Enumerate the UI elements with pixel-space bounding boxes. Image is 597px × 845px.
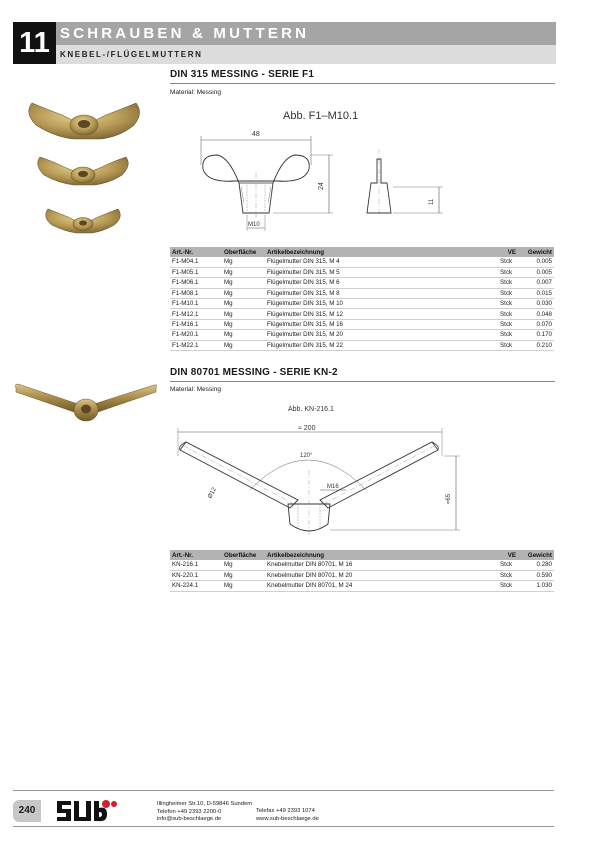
cell-description: Knebelmutter DIN 80701, M 20 xyxy=(265,570,498,580)
cell-weight: 0.070 xyxy=(518,319,554,329)
cell-unit: Stck xyxy=(498,319,518,329)
col-unit: VE xyxy=(498,550,518,560)
cell-surface: Mg xyxy=(222,257,265,267)
cell-weight: 0.210 xyxy=(518,340,554,350)
drawing1-dim-height: 24 xyxy=(318,182,325,190)
cell-unit: Stck xyxy=(498,330,518,340)
cell-weight: 0.030 xyxy=(518,299,554,309)
table-row xyxy=(170,319,554,329)
cell-unit: Stck xyxy=(498,257,518,267)
cell-description: Flügelmutter DIN 315, M 4 xyxy=(265,257,498,267)
table-series-f1 xyxy=(170,247,554,351)
page-number: 240 xyxy=(13,800,41,822)
table-row xyxy=(170,581,554,591)
table-row xyxy=(170,340,554,350)
col-surface: Oberfläche xyxy=(222,550,265,560)
col-description: Artikelbezeichnung xyxy=(265,247,498,257)
cell-weight: 0.005 xyxy=(518,257,554,267)
cell-description: Flügelmutter DIN 315, M 16 xyxy=(265,319,498,329)
table-series-kn2 xyxy=(170,550,554,592)
col-unit: VE xyxy=(498,247,518,257)
cell-description: Flügelmutter DIN 315, M 22 xyxy=(265,340,498,350)
drawing2-dim-height: ≈65 xyxy=(446,494,452,504)
cell-weight: 0.005 xyxy=(518,267,554,277)
col-weight: Gewicht xyxy=(518,550,554,560)
footer-contact-right xyxy=(256,808,366,823)
cell-article: F1-M05.1 xyxy=(170,267,222,277)
table-row xyxy=(170,570,554,580)
cell-surface: Mg xyxy=(222,288,265,298)
drawing2-dim-thread: M16 xyxy=(327,484,339,490)
wing-nut-drawing xyxy=(195,103,455,238)
table-row xyxy=(170,257,554,267)
cell-description: Flügelmutter DIN 315, M 5 xyxy=(265,267,498,277)
drawing1-dim-thread: M10 xyxy=(248,222,260,228)
cell-surface: Mg xyxy=(222,340,265,350)
cell-unit: Stck xyxy=(498,309,518,319)
wing-nut-large xyxy=(29,103,140,139)
footer-address: Illingheimer Str.10, D-59846 Sundern xyxy=(157,801,253,807)
cell-unit: Stck xyxy=(498,278,518,288)
cell-article: F1-M16.1 xyxy=(170,319,222,329)
section1-title: DIN 315 MESSING - SERIE F1 xyxy=(170,69,315,80)
cell-article: F1-M06.1 xyxy=(170,278,222,288)
drawing1-label: Abb. F1–M10.1 xyxy=(283,110,359,122)
table-row xyxy=(170,288,554,298)
table-row xyxy=(170,278,554,288)
section1-rule xyxy=(170,83,555,84)
handle-nut-photo xyxy=(12,378,160,430)
col-surface: Oberfläche xyxy=(222,247,265,257)
cell-weight: 0.170 xyxy=(518,330,554,340)
drawing1-dim-side: 11 xyxy=(429,198,435,205)
section1-material: Material: Messing xyxy=(170,89,221,96)
cell-unit: Stck xyxy=(498,299,518,309)
cell-article: F1-M22.1 xyxy=(170,340,222,350)
handle-nut-drawing xyxy=(170,400,470,540)
cell-article: F1-M20.1 xyxy=(170,330,222,340)
cell-unit: Stck xyxy=(498,570,518,580)
wing-nut-small xyxy=(46,209,121,233)
cell-description: Knebelmutter DIN 80701, M 16 xyxy=(265,560,498,570)
col-description: Artikelbezeichnung xyxy=(265,550,498,560)
cell-surface: Mg xyxy=(222,309,265,319)
cell-surface: Mg xyxy=(222,319,265,329)
drawing2-label: Abb. KN-216.1 xyxy=(288,406,334,413)
table-row xyxy=(170,309,554,319)
cell-unit: Stck xyxy=(498,560,518,570)
cell-surface: Mg xyxy=(222,330,265,340)
cell-description: Flügelmutter DIN 315, M 20 xyxy=(265,330,498,340)
footer-contact-left xyxy=(157,801,267,824)
footer-email: info@sub-beschlaege.de xyxy=(157,816,222,822)
table-row xyxy=(170,267,554,277)
cell-weight: 1.030 xyxy=(518,581,554,591)
cell-article: F1-M08.1 xyxy=(170,288,222,298)
cell-unit: Stck xyxy=(498,581,518,591)
cell-description: Flügelmutter DIN 315, M 6 xyxy=(265,278,498,288)
wing-nut-photo xyxy=(22,95,147,245)
chapter-subtitle: KNEBEL-/FLÜGELMUTTERN xyxy=(56,45,556,64)
cell-weight: 0.015 xyxy=(518,288,554,298)
cell-article: F1-M04.1 xyxy=(170,257,222,267)
cell-article: KN-216.1 xyxy=(170,560,222,570)
cell-description: Flügelmutter DIN 315, M 10 xyxy=(265,299,498,309)
cell-unit: Stck xyxy=(498,288,518,298)
cell-surface: Mg xyxy=(222,278,265,288)
drawing2-dim-angle: 120° xyxy=(300,453,313,459)
chapter-number: 11 xyxy=(13,22,56,64)
drawing2-dim-width: ≈ 200 xyxy=(298,425,316,432)
table-row xyxy=(170,330,554,340)
cell-surface: Mg xyxy=(222,299,265,309)
cell-weight: 0.048 xyxy=(518,309,554,319)
table-header-row xyxy=(170,247,554,257)
footer-fax: Telefax +49 2393 1074 xyxy=(256,808,315,814)
col-article-no: Art.-Nr. xyxy=(170,550,222,560)
table-row xyxy=(170,560,554,570)
cell-article: KN-220.1 xyxy=(170,570,222,580)
drawing2-dim-dia: Ø12 xyxy=(207,486,218,500)
chapter-title: SCHRAUBEN & MUTTERN xyxy=(56,22,556,45)
drawing1-dim-width: 48 xyxy=(252,131,260,138)
cell-description: Knebelmutter DIN 80701, M 24 xyxy=(265,581,498,591)
table-row xyxy=(170,299,554,309)
cell-article: F1-M12.1 xyxy=(170,309,222,319)
cell-unit: Stck xyxy=(498,340,518,350)
cell-description: Flügelmutter DIN 315, M 12 xyxy=(265,309,498,319)
cell-unit: Stck xyxy=(498,267,518,277)
footer-phone: Telefon +49 2393 2200-0 xyxy=(157,808,222,815)
cell-description: Flügelmutter DIN 315, M 8 xyxy=(265,288,498,298)
sub-logo xyxy=(55,797,117,825)
table-header-row xyxy=(170,550,554,560)
cell-article: KN-224.1 xyxy=(170,581,222,591)
section2-rule xyxy=(170,381,555,382)
col-weight: Gewicht xyxy=(518,247,554,257)
cell-surface: Mg xyxy=(222,570,265,580)
cell-weight: 0.280 xyxy=(518,560,554,570)
cell-surface: Mg xyxy=(222,267,265,277)
footer-web: www.sub-beschlaege.de xyxy=(256,815,319,822)
section2-title: DIN 80701 MESSING - SERIE KN-2 xyxy=(170,367,338,378)
footer-rule-bottom xyxy=(13,826,554,827)
cell-surface: Mg xyxy=(222,560,265,570)
cell-weight: 0.007 xyxy=(518,278,554,288)
cell-article: F1-M10.1 xyxy=(170,299,222,309)
cell-surface: Mg xyxy=(222,581,265,591)
cell-weight: 0.590 xyxy=(518,570,554,580)
col-article-no: Art.-Nr. xyxy=(170,247,222,257)
section2-material: Material: Messing xyxy=(170,386,221,393)
wing-nut-medium xyxy=(38,157,129,185)
footer-rule-top xyxy=(13,790,554,791)
